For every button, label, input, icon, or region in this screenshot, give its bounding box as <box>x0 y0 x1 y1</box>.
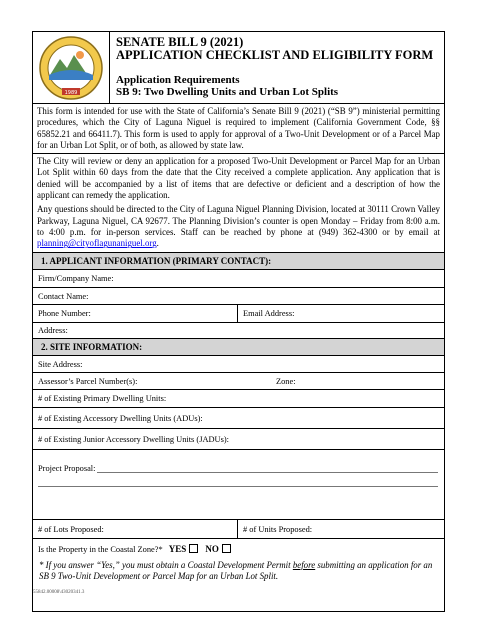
coastal-note <box>33 554 444 587</box>
form-subtitle-line2: SB 9: Two Dwelling Units and Urban Lot Splits <box>116 86 339 98</box>
note-text-c: submitting an application for an SB 9 Two-Unit Development or Parcel Map for an Urban Lot Split. <box>39 559 433 582</box>
parcel-label: Assessor’s Parcel Number(s): <box>38 376 138 386</box>
phone-email-row <box>33 305 444 323</box>
proposal-line-2 <box>38 485 438 487</box>
contact-name-field[interactable] <box>33 288 444 305</box>
city-seal-logo <box>36 35 106 101</box>
coastal-label: Is the Property in the Coastal Zone?* <box>38 544 163 554</box>
zone-label: Zone: <box>276 376 296 386</box>
seal-cell <box>33 32 110 103</box>
adu-field[interactable] <box>33 408 444 429</box>
period: . <box>156 238 159 249</box>
intro-text-3 <box>37 204 440 249</box>
no-checkbox[interactable] <box>222 544 231 553</box>
yes-label: YES <box>168 543 187 554</box>
planning-email-link[interactable]: planning@cityoflagunaniguel.org <box>37 238 157 249</box>
address-label: Address: <box>38 325 68 335</box>
jadu-label: # of Existing Junior Accessory Dwelling Units (JADUs): <box>38 434 229 444</box>
form-header <box>33 32 444 104</box>
intro-text-2: The City will review or deny an application for a proposed Two-Unit Development or Parcel Map for an Urban Lot Split within 60 days from the date that the City received a complete application. Any application that is denied will be accompanied by a list of items that are defective or deficient and a description of how the applicant can remedy the application. <box>37 156 440 201</box>
lots-units-row <box>33 520 444 539</box>
proposal-label: Project Proposal: <box>38 463 96 473</box>
form-title-line2: APPLICATION CHECKLIST AND ELIGIBILITY FORM <box>116 48 434 62</box>
coastal-question <box>33 539 444 554</box>
units-field[interactable] <box>238 520 444 538</box>
section-site-header: 2. SITE INFORMATION: <box>33 339 444 356</box>
seal-year: 1989 <box>64 90 78 96</box>
units-label: # of Units Proposed: <box>243 524 313 534</box>
jadu-field[interactable] <box>33 429 444 450</box>
no-label: NO <box>205 543 219 554</box>
lots-label: # of Lots Proposed: <box>38 524 104 534</box>
site-address-label: Site Address: <box>38 359 83 369</box>
adu-label: # of Existing Accessory Dwelling Units (ADUs): <box>38 413 203 423</box>
coastal-zone-block <box>33 539 444 611</box>
section-applicant-header: 1. APPLICANT INFORMATION (PRIMARY CONTACT): <box>33 253 444 270</box>
site-address-field[interactable] <box>33 356 444 373</box>
document-id: 55842.00008\43020341.3 <box>33 590 85 595</box>
contact-label: Contact Name: <box>38 291 89 301</box>
note-before: before <box>292 559 316 570</box>
phone-field[interactable] <box>33 305 238 322</box>
intro-block <box>33 154 444 252</box>
yes-checkbox[interactable] <box>189 544 198 553</box>
firm-name-field[interactable] <box>33 270 444 288</box>
phone-label: Phone Number: <box>38 308 91 318</box>
project-proposal-field[interactable] <box>33 450 444 520</box>
firm-label: Firm/Company Name: <box>38 273 114 283</box>
address-field[interactable] <box>33 323 444 339</box>
parcel-zone-row[interactable] <box>33 373 444 390</box>
form-title-line1: SENATE BILL 9 (2021) <box>116 35 244 49</box>
primary-units-field[interactable] <box>33 390 444 408</box>
intro-text-1: This form is intended for use with the State of California’s Senate Bill 9 (2021) (“SB 9”) ministerial permitting procedures, which the City of Laguna Niguel is required to implement (California Government Code, §§ 65852.21 and 66411.7). This form is used to apply for approval of a Two-Unit Development or of a Parcel Map for an Urban Lot Split, or of both, as allowed by state law. <box>37 106 440 150</box>
email-field[interactable] <box>238 305 444 322</box>
header-titles <box>110 32 444 103</box>
intro-paragraph-1 <box>33 104 444 154</box>
lots-field[interactable] <box>33 520 238 538</box>
email-label: Email Address: <box>243 308 295 318</box>
note-text-a: * If you answer “Yes,” you must obtain a Coastal Development Permit <box>39 559 291 570</box>
contact-text: Any questions should be directed to the City of Laguna Niguel Planning Division, located at 30111 Crown Valley Parkway, Laguna Niguel, CA 92677. The Planning Division’s counter is open Monday – Friday from 8:00 a.m. to 4:00 p.m. for in-person services. Staff can be reached by phone at (949) 362-4300 or by email at <box>37 204 440 237</box>
application-form <box>32 31 445 612</box>
proposal-line-1 <box>97 464 438 473</box>
primary-units-label: # of Existing Primary Dwelling Units: <box>38 393 167 403</box>
form-subtitle-line1: Application Requirements <box>116 74 240 86</box>
